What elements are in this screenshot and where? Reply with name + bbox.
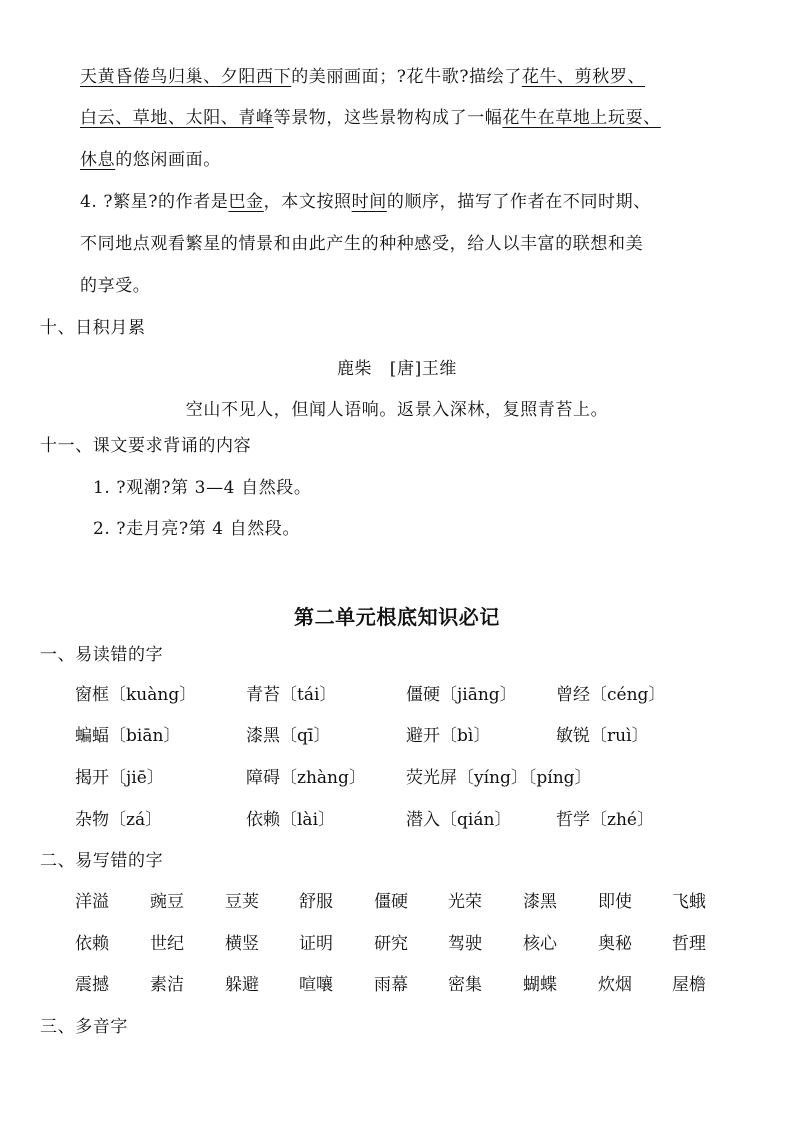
text: ，本文按照 bbox=[263, 192, 352, 212]
pinyin-item: 敏锐〔ruì〕 bbox=[556, 726, 649, 746]
list-item: 2. ?走月亮?第 4 自然段。 bbox=[93, 519, 301, 539]
word-item: 证明 bbox=[299, 934, 333, 954]
underlined-answer: 花牛在草地上玩耍、 bbox=[502, 108, 661, 128]
section-heading: 二、易写错的字 bbox=[40, 851, 164, 871]
section-heading: 十、日积月累 bbox=[40, 318, 146, 338]
word-item: 舒服 bbox=[299, 892, 333, 912]
word-item: 豆荚 bbox=[225, 892, 259, 912]
word-item: 奥秘 bbox=[598, 934, 632, 954]
word-item: 密集 bbox=[448, 975, 482, 995]
word-item: 躲避 bbox=[225, 975, 259, 995]
underlined-answer: 巴金 bbox=[228, 192, 264, 212]
pinyin-item: 杂物〔zá〕 bbox=[75, 810, 163, 830]
word-item: 世纪 bbox=[150, 934, 184, 954]
word-item: 研究 bbox=[374, 934, 408, 954]
pinyin-item: 曾经〔céng〕 bbox=[556, 685, 666, 705]
para4-line3: 的享受。 bbox=[80, 276, 151, 296]
word-item: 洋溢 bbox=[75, 892, 109, 912]
para3-line3 bbox=[80, 145, 221, 170]
section-heading: 十一、课文要求背诵的内容 bbox=[40, 436, 252, 456]
word-item: 震撼 bbox=[75, 975, 109, 995]
pinyin-item: 青苔〔tái〕 bbox=[246, 685, 337, 705]
poem-text: 空山不见人，但闻人语响。返景入深林，复照青苔上。 bbox=[185, 400, 609, 420]
section-heading: 一、易读错的字 bbox=[40, 645, 164, 665]
word-item: 僵硬 bbox=[374, 892, 408, 912]
poem-title: 鹿柴 [唐]王维 bbox=[336, 359, 458, 379]
pinyin-item: 哲学〔zhé〕 bbox=[556, 810, 654, 830]
text: 的顺序，描写了作者在不同时期、 bbox=[386, 192, 651, 212]
word-item: 漆黑 bbox=[523, 892, 557, 912]
pinyin-item: 蝙蝠〔biān〕 bbox=[75, 726, 181, 746]
word-item: 核心 bbox=[523, 934, 557, 954]
pinyin-item: 依赖〔lài〕 bbox=[246, 810, 336, 830]
text: 等景物，这些景物构成了一幅 bbox=[273, 108, 503, 128]
word-item: 横竖 bbox=[225, 934, 259, 954]
word-item: 驾驶 bbox=[448, 934, 482, 954]
pinyin-item: 潜入〔qián〕 bbox=[406, 810, 512, 830]
word-item: 哲理 bbox=[672, 934, 706, 954]
pinyin-item: 漆黑〔qī〕 bbox=[246, 726, 331, 746]
pinyin-item: 荧光屏〔yíng〕〔píng〕 bbox=[406, 768, 592, 788]
list-item: 1. ?观潮?第 3—4 自然段。 bbox=[93, 478, 312, 498]
underlined-answer: 休息 bbox=[80, 150, 116, 170]
para3-line2 bbox=[80, 103, 661, 128]
underlined-answer: 白云、草地、太阳、青峰 bbox=[80, 108, 274, 128]
text: 4. ?繁星?的作者是 bbox=[80, 192, 229, 212]
page-title: 第二单元根底知识必记 bbox=[294, 605, 500, 629]
word-item: 喧嚷 bbox=[299, 975, 333, 995]
section-heading: 三、多音字 bbox=[40, 1017, 128, 1037]
word-item: 依赖 bbox=[75, 934, 109, 954]
word-item: 豌豆 bbox=[150, 892, 184, 912]
para4-line1 bbox=[80, 187, 651, 212]
word-item: 飞蛾 bbox=[672, 892, 706, 912]
word-item: 屋檐 bbox=[672, 975, 706, 995]
underlined-answer: 时间 bbox=[351, 192, 387, 212]
word-item: 雨幕 bbox=[374, 975, 408, 995]
text: 的悠闲画面。 bbox=[115, 150, 221, 170]
word-item: 素洁 bbox=[150, 975, 184, 995]
word-item: 光荣 bbox=[448, 892, 482, 912]
word-item: 即使 bbox=[598, 892, 632, 912]
pinyin-item: 窗框〔kuàng〕 bbox=[75, 685, 197, 705]
pinyin-item: 避开〔bì〕 bbox=[406, 726, 491, 746]
underlined-answer: 天黄昏倦鸟归巢、夕阳西下 bbox=[80, 67, 292, 87]
word-item: 蝴蝶 bbox=[523, 975, 557, 995]
para3-line1 bbox=[80, 62, 645, 87]
underlined-answer: 花牛、剪秋罗、 bbox=[521, 67, 646, 87]
pinyin-item: 障碍〔zhàng〕 bbox=[246, 768, 366, 788]
word-item: 炊烟 bbox=[598, 975, 632, 995]
text: 的美丽画面；?花牛歌?描绘了 bbox=[291, 67, 522, 87]
para4-line2: 不同地点观看繁星的情景和由此产生的种种感受，给人以丰富的联想和美 bbox=[80, 234, 644, 254]
pinyin-item: 揭开〔jiē〕 bbox=[75, 768, 164, 788]
pinyin-item: 僵硬〔jiāng〕 bbox=[406, 685, 517, 705]
